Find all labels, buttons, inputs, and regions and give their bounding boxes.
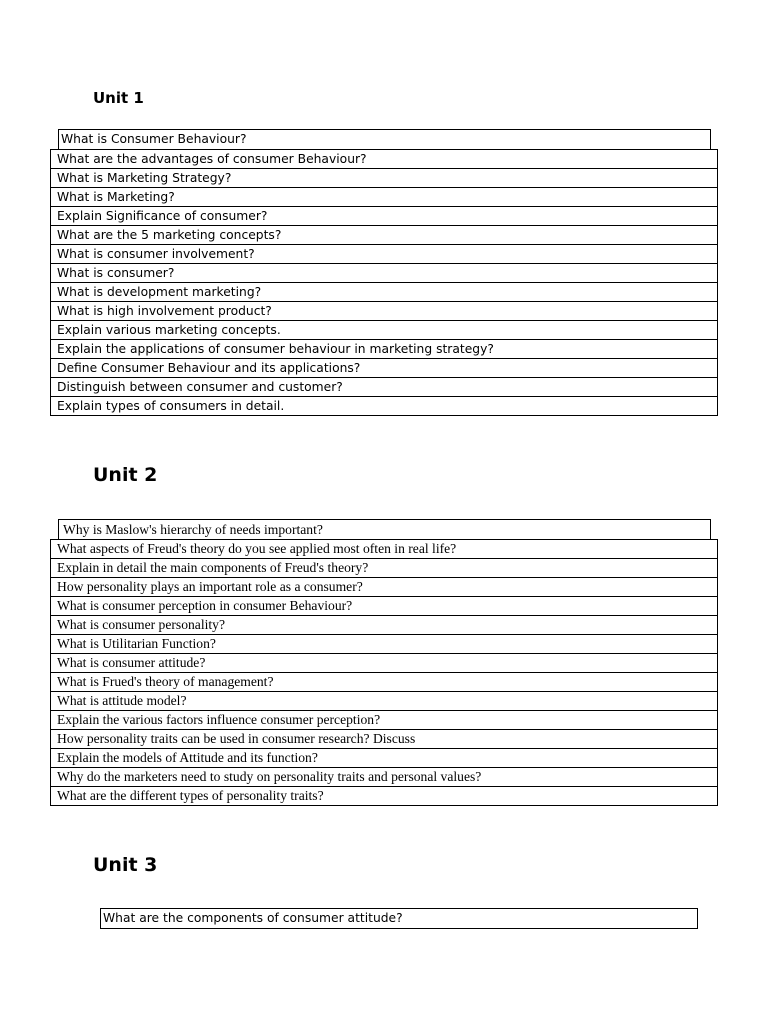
question-cell: What is Frued's theory of management?	[51, 673, 718, 692]
question-cell: What is high involvement product?	[51, 302, 718, 321]
table-row	[51, 321, 718, 340]
table-row	[51, 397, 718, 416]
question-cell: Explain various marketing concepts.	[51, 321, 718, 340]
table-row	[51, 340, 718, 359]
question-cell: What are the different types of personality traits?	[51, 787, 718, 806]
question-cell: Explain the applications of consumer behaviour in marketing strategy?	[51, 340, 718, 359]
table-row	[51, 654, 718, 673]
question-cell: Explain Significance of consumer?	[51, 207, 718, 226]
unit-1-heading: Unit 1	[93, 89, 144, 107]
question-cell: Explain the models of Attitude and its function?	[51, 749, 718, 768]
unit-2-question-table	[50, 539, 718, 806]
table-row	[51, 749, 718, 768]
table-row	[51, 578, 718, 597]
unit-2-heading: Unit 2	[93, 464, 158, 486]
unit-1-question-first: What is Consumer Behaviour?	[58, 129, 711, 150]
table-row	[51, 245, 718, 264]
table-row	[51, 616, 718, 635]
table-row	[51, 597, 718, 616]
question-cell: Explain types of consumers in detail.	[51, 397, 718, 416]
question-cell: Distinguish between consumer and customer?	[51, 378, 718, 397]
table-row	[51, 226, 718, 245]
question-cell: What is Marketing Strategy?	[51, 169, 718, 188]
unit-3-question-first: What are the components of consumer attitude?	[100, 908, 698, 929]
question-cell: What is consumer attitude?	[51, 654, 718, 673]
question-cell: What is Marketing?	[51, 188, 718, 207]
table-row	[51, 730, 718, 749]
question-cell: What is Utilitarian Function?	[51, 635, 718, 654]
table-row	[51, 150, 718, 169]
table-row	[51, 207, 718, 226]
unit-3-heading: Unit 3	[93, 854, 158, 876]
question-cell: Explain in detail the main components of Freud's theory?	[51, 559, 718, 578]
table-row	[51, 559, 718, 578]
question-cell: What is attitude model?	[51, 692, 718, 711]
question-cell: Define Consumer Behaviour and its applications?	[51, 359, 718, 378]
table-row	[51, 359, 718, 378]
table-row	[51, 540, 718, 559]
table-row	[51, 711, 718, 730]
table-row	[51, 787, 718, 806]
question-cell: What is consumer involvement?	[51, 245, 718, 264]
unit-1-question-table	[50, 149, 718, 416]
table-row	[51, 188, 718, 207]
question-cell: What are the 5 marketing concepts?	[51, 226, 718, 245]
question-cell: What is consumer perception in consumer Behaviour?	[51, 597, 718, 616]
table-row	[51, 264, 718, 283]
question-cell: What is consumer personality?	[51, 616, 718, 635]
table-row	[51, 635, 718, 654]
table-row	[51, 768, 718, 787]
question-cell: What is development marketing?	[51, 283, 718, 302]
question-cell: What are the advantages of consumer Behaviour?	[51, 150, 718, 169]
table-row	[51, 302, 718, 321]
question-cell: What is consumer?	[51, 264, 718, 283]
unit-2-question-first: Why is Maslow's hierarchy of needs important?	[58, 519, 711, 540]
table-row	[51, 378, 718, 397]
table-row	[51, 169, 718, 188]
question-cell: What aspects of Freud's theory do you see applied most often in real life?	[51, 540, 718, 559]
table-row	[51, 283, 718, 302]
question-cell: How personality plays an important role as a consumer?	[51, 578, 718, 597]
question-cell: How personality traits can be used in consumer research? Discuss	[51, 730, 718, 749]
question-cell: Explain the various factors influence consumer perception?	[51, 711, 718, 730]
table-row	[51, 673, 718, 692]
question-cell: Why do the marketers need to study on personality traits and personal values?	[51, 768, 718, 787]
table-row	[51, 692, 718, 711]
